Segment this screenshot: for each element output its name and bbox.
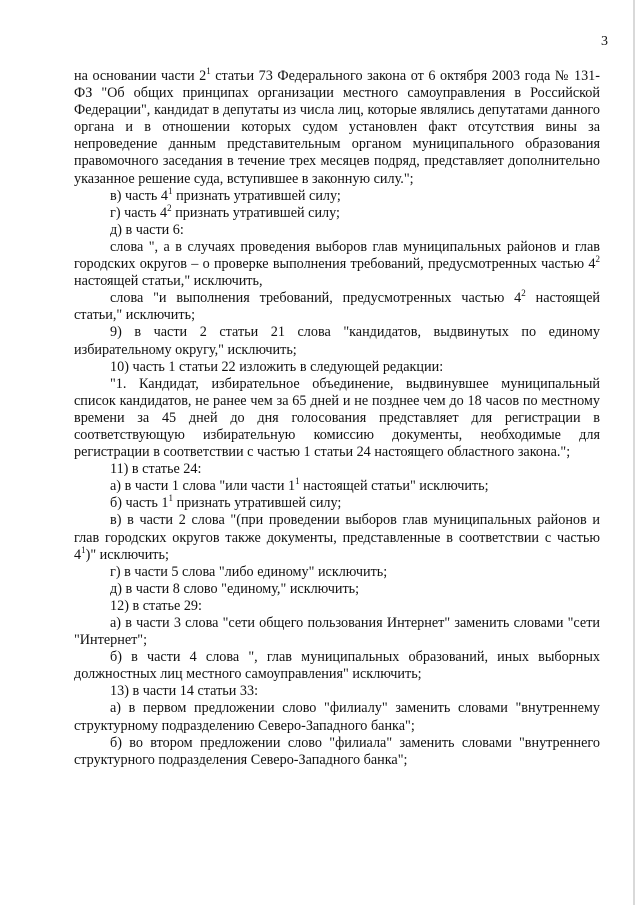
text-run: а) в первом предложении слово "филиалу" заменить словами "внутреннему структурному подразделению Северо-Западного банка"; bbox=[74, 700, 600, 734]
superscript: 1 bbox=[168, 493, 174, 504]
text-run: настоящей статьи," исключить, bbox=[74, 273, 263, 290]
superscript: 2 bbox=[521, 288, 526, 299]
superscript: 2 bbox=[167, 202, 172, 213]
superscript: 1 bbox=[206, 66, 211, 76]
text-run: )" исключить; bbox=[85, 546, 169, 563]
page-number: 3 bbox=[601, 34, 608, 49]
paragraph-13 bbox=[74, 512, 600, 563]
text-run: признать утратившей силу; bbox=[171, 204, 340, 221]
text-run: б) в части 4 слова ", глав муниципальных образований, иных выборных должностных лиц местного самоуправления" исключить; bbox=[74, 649, 600, 683]
paragraph-12 bbox=[74, 495, 600, 512]
superscript: 1 bbox=[295, 476, 300, 487]
paragraph-16 bbox=[74, 598, 600, 615]
paragraph-9 bbox=[74, 376, 600, 461]
text-run: 13) в части 14 статьи 33: bbox=[110, 683, 259, 700]
text-run: д) в части 6: bbox=[110, 221, 184, 238]
text-run: в) в части 2 слова "(при проведении выборов глав муниципальных районов и глав городских округов также документы, представленные в соответствии с частью 4 bbox=[74, 512, 600, 563]
text-run: 12) в статье 29: bbox=[110, 597, 202, 614]
paragraph-19 bbox=[74, 683, 600, 700]
paragraph-10 bbox=[74, 461, 600, 478]
text-run: д) в части 8 слово "единому," исключить; bbox=[110, 580, 360, 597]
paragraph-5 bbox=[74, 239, 600, 290]
superscript: 2 bbox=[595, 254, 600, 265]
paragraph-1 bbox=[74, 68, 600, 188]
paragraph-4 bbox=[74, 222, 600, 239]
text-run: слова "и выполнения требований, предусмотренных частью 4 bbox=[110, 290, 522, 307]
document-body bbox=[74, 68, 600, 769]
text-run: 9) в части 2 статьи 21 слова "кандидатов, выдвинутых по единому избирательному округу," исключить; bbox=[74, 324, 600, 358]
paragraph-3 bbox=[74, 202, 600, 222]
text-run: б) во втором предложении слово "филиала" заменить словами "внутреннего структурного подразделения Северо-Западного банка"; bbox=[74, 734, 600, 768]
scan-edge-line bbox=[633, 0, 635, 905]
text-run: настоящей статьи" исключить; bbox=[299, 478, 489, 495]
text-run: признать утратившей силу; bbox=[173, 495, 342, 512]
text-run: б) часть 1 bbox=[110, 495, 169, 512]
paragraph-20 bbox=[74, 700, 600, 734]
paragraph-8 bbox=[74, 359, 600, 376]
paragraph-15 bbox=[74, 581, 600, 598]
text-run: "1. Кандидат, избирательное объединение, выдвинувшее муниципальный список кандидатов, не ранее чем за 65 дней и не позднее чем до 18 часов по местному времени за 45 дней до дня голосования представляет для регистрации в соответствующую избирательную комиссию документы, необходимые для регистрации в соответствии с частью 1 статьи 24 настоящего областного закона."; bbox=[74, 375, 600, 461]
paragraph-21 bbox=[74, 735, 600, 769]
text-run: а) в части 3 слова "сети общего пользования Интернет" заменить словами "сети "Интернет"; bbox=[74, 615, 600, 649]
text-run: статьи 73 Федерального закона от 6 октября 2003 года № 131-ФЗ "Об общих принципах организации местного самоуправления в Российской Федерации", кандидат в депутаты из числа лиц, которые являлись депутатами данного органа и в отношении которых судом установлен факт отсутствия вины за непроведение данным представительным органом муниципального образования правомочного заседания в течение трех месяцев подряд, представляет дополнительно указанное решение суда, вступившее в законную силу."; bbox=[74, 68, 600, 187]
text-run: настоящей статьи," исключить; bbox=[74, 290, 600, 324]
text-run: в) часть 4 bbox=[110, 187, 169, 204]
superscript: 1 bbox=[81, 544, 86, 555]
text-run: г) часть 4 bbox=[110, 204, 168, 221]
text-run: г) в части 5 слова "либо единому" исключить; bbox=[110, 563, 388, 580]
text-run: а) в части 1 слова "или части 1 bbox=[110, 478, 296, 495]
paragraph-7 bbox=[74, 324, 600, 358]
paragraph-17 bbox=[74, 615, 600, 649]
superscript: 1 bbox=[168, 185, 173, 196]
paragraph-2 bbox=[74, 185, 600, 205]
text-run: на основании части 2 bbox=[74, 68, 207, 84]
text-run: 10) часть 1 статьи 22 изложить в следующей редакции: bbox=[110, 358, 444, 375]
paragraph-6 bbox=[74, 290, 600, 324]
paragraph-18 bbox=[74, 649, 600, 683]
text-run: слова ", а в случаях проведения выборов глав муниципальных районов и глав городских округов – о проверке выполнения требований, предусмотренных частью 4 bbox=[74, 238, 600, 273]
text-run: признать утратившей силу; bbox=[172, 187, 341, 204]
paragraph-11 bbox=[74, 478, 600, 495]
paragraph-14 bbox=[74, 564, 600, 581]
text-run: 11) в статье 24: bbox=[110, 461, 202, 478]
